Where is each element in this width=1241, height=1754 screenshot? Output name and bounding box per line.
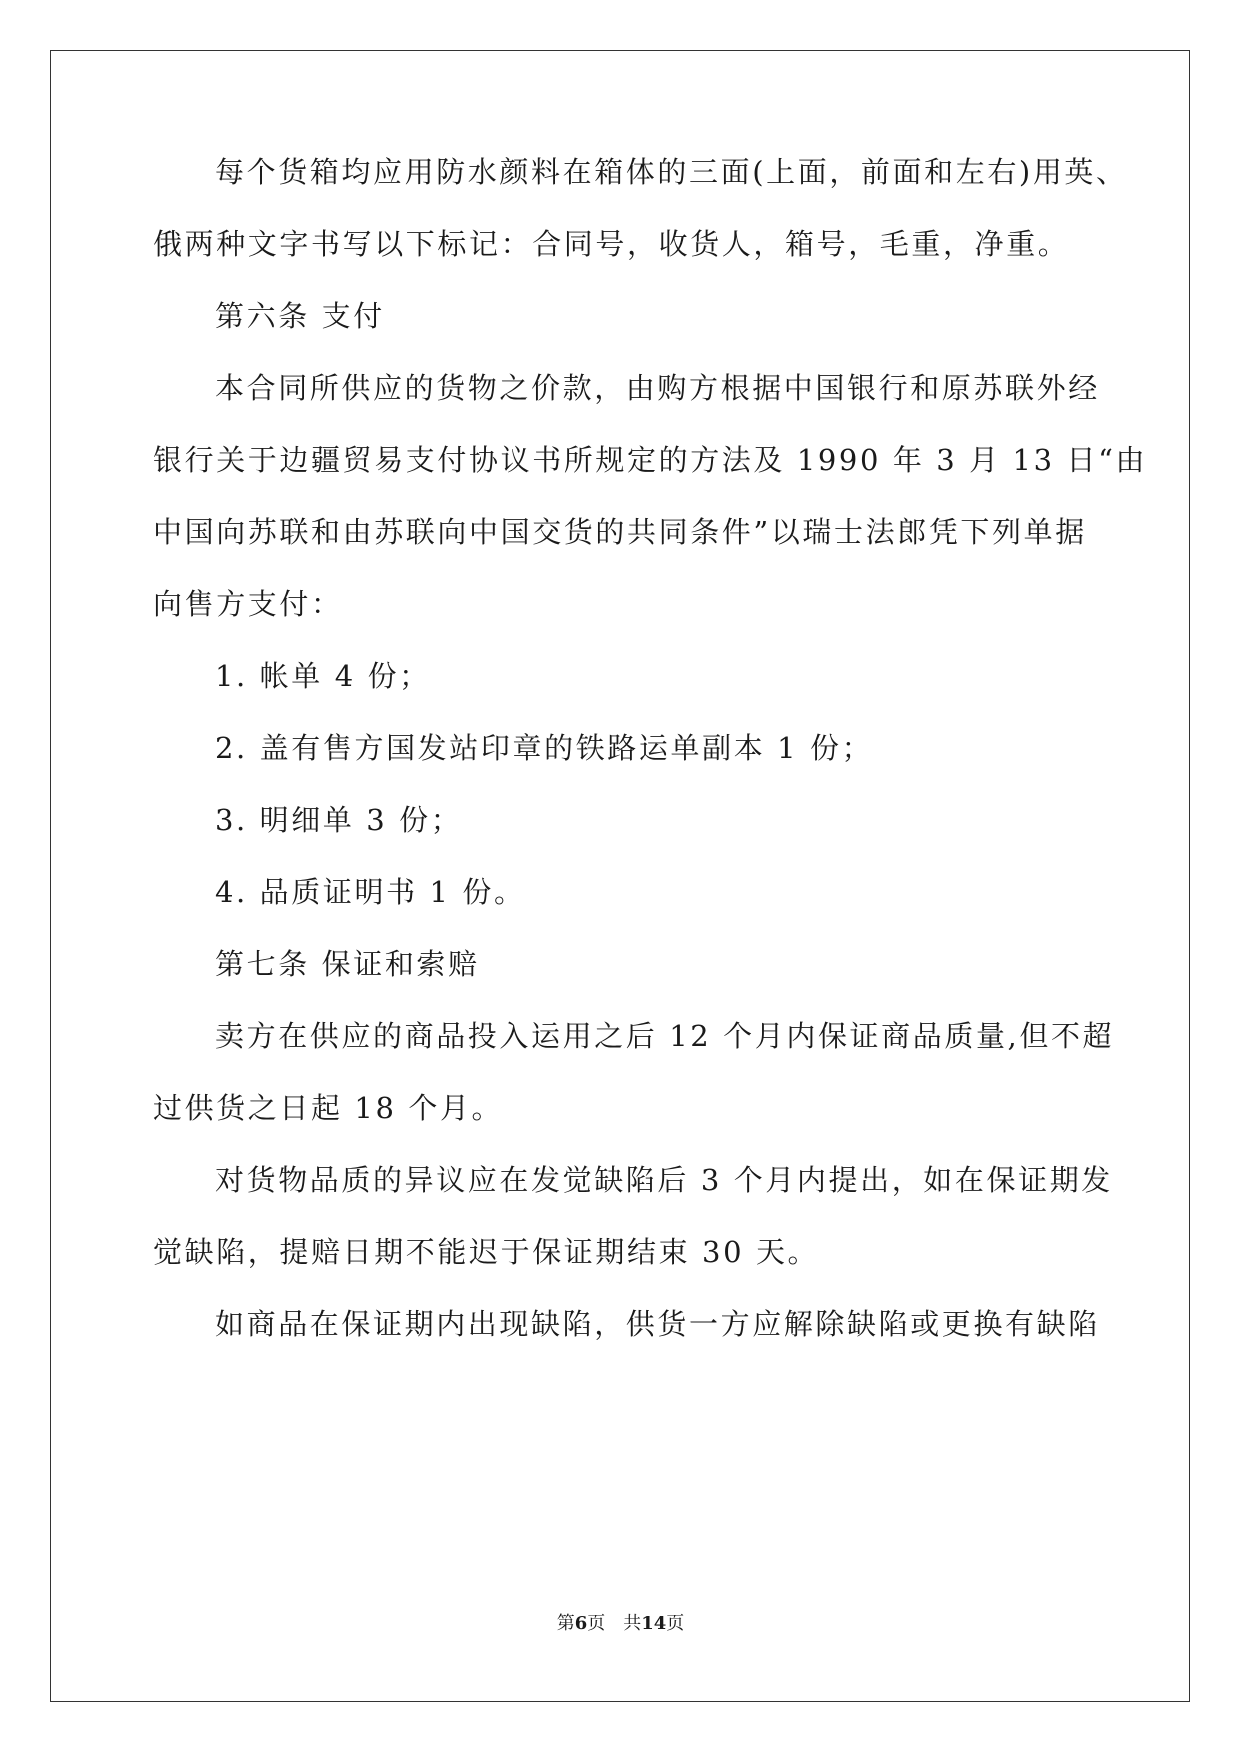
section-heading: 第七条 保证和索赔 bbox=[215, 947, 480, 981]
footer-page-unit: 页 bbox=[587, 1613, 606, 1634]
footer-prefix: 第 bbox=[556, 1613, 575, 1634]
text-line: 俄两种文字书写以下标记：合同号，收货人，箱号，毛重，净重。 bbox=[153, 227, 1070, 261]
current-page-number: 6 bbox=[574, 1613, 588, 1634]
page-footer bbox=[0, 1612, 1241, 1636]
list-item: 2. 盖有售方国发站印章的铁路运单副本 1 份； bbox=[215, 731, 874, 765]
text-line: 每个货箱均应用防水颜料在箱体的三面(上面，前面和左右)用英、 bbox=[215, 155, 1128, 189]
text-line: 卖方在供应的商品投入运用之后 12 个月内保证商品质量,但不超 bbox=[215, 1019, 1115, 1053]
text-line: 觉缺陷，提赔日期不能迟于保证期结束 30 天。 bbox=[153, 1235, 820, 1269]
list-item: 3. 明细单 3 份； bbox=[215, 803, 463, 837]
text-line: 银行关于边疆贸易支付协议书所规定的方法及 1990 年 3 月 13 日“由 bbox=[153, 443, 1148, 477]
section-heading: 第六条 支付 bbox=[215, 299, 385, 333]
text-line: 本合同所供应的货物之价款，由购方根据中国银行和原苏联外经 bbox=[215, 371, 1100, 405]
text-line: 中国向苏联和由苏联向中国交货的共同条件”以瑞士法郎凭下列单据 bbox=[153, 515, 1087, 549]
text-line: 对货物品质的异议应在发觉缺陷后 3 个月内提出，如在保证期发 bbox=[215, 1163, 1113, 1197]
text-line: 如商品在保证期内出现缺陷，供货一方应解除缺陷或更换有缺陷 bbox=[215, 1307, 1100, 1341]
total-pages-number: 14 bbox=[641, 1613, 667, 1634]
text-line: 向售方支付： bbox=[153, 587, 343, 621]
text-line: 过供货之日起 18 个月。 bbox=[153, 1091, 504, 1125]
footer-total-prefix: 共 bbox=[623, 1613, 642, 1634]
footer-total-unit: 页 bbox=[666, 1613, 685, 1634]
list-item: 1. 帐单 4 份； bbox=[215, 659, 431, 693]
list-item: 4. 品质证明书 1 份。 bbox=[215, 875, 526, 909]
